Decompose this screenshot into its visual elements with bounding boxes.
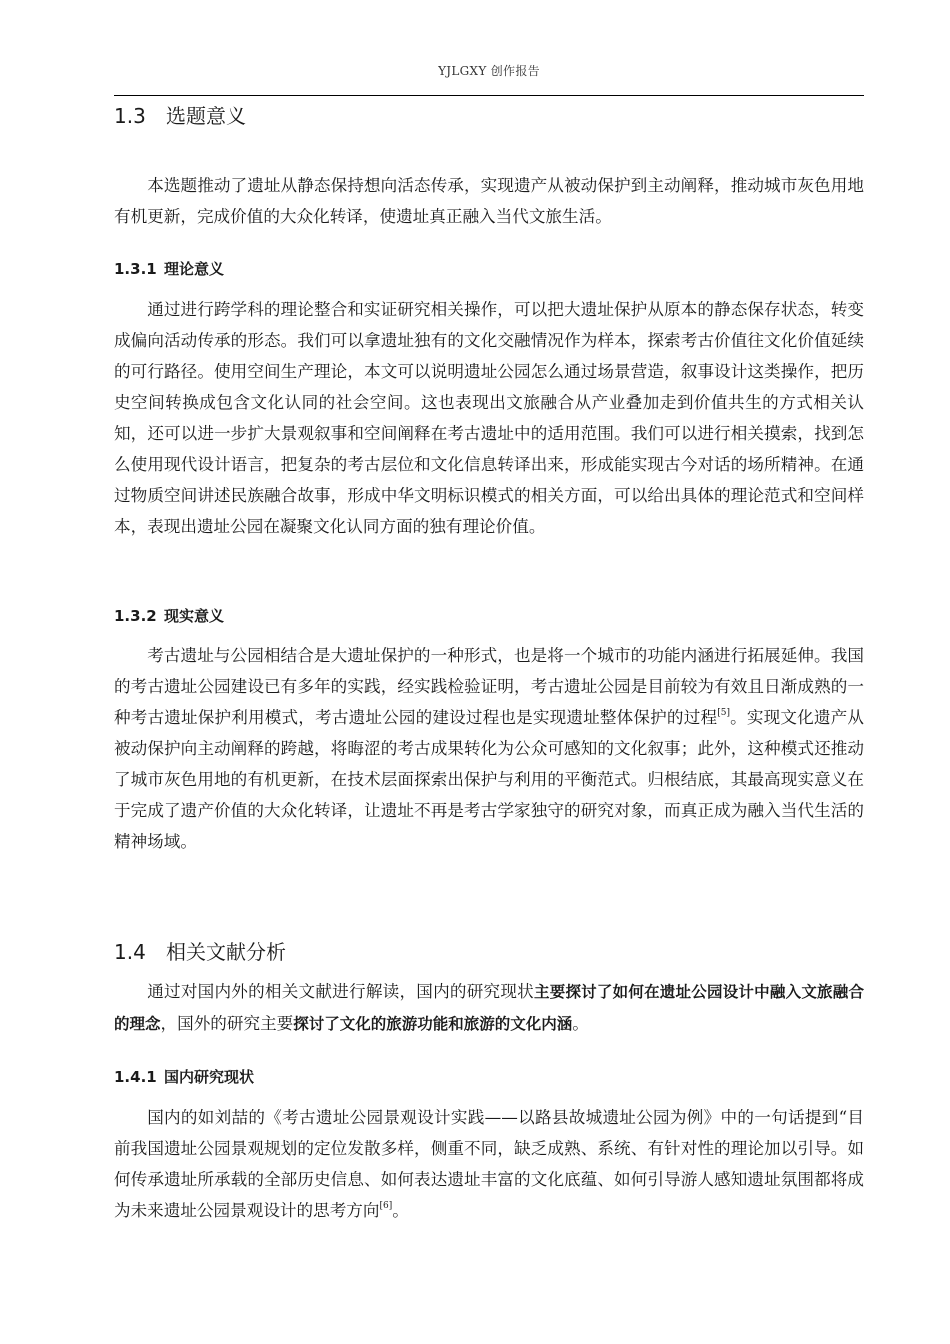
emphasis-text: 探讨了文化的旅游功能和旅游的文化内涵 bbox=[293, 1015, 573, 1033]
section-title: 选题意义 bbox=[166, 104, 246, 128]
header-rule bbox=[114, 95, 864, 96]
paragraph-text: 。 bbox=[392, 1201, 409, 1220]
emphasis-text: 主要探讨了如何在遗址公园设计中融入文旅融合的理念 bbox=[114, 983, 864, 1033]
running-header: YJLGXY 创作报告 bbox=[438, 64, 540, 78]
section-1-3-2-heading bbox=[114, 605, 224, 626]
section-1-4-1-heading bbox=[114, 1066, 254, 1087]
section-title: 相关文献分析 bbox=[166, 940, 286, 964]
section-1-3-2-paragraph bbox=[114, 640, 864, 857]
section-1-3-1-paragraph: 通过进行跨学科的理论整合和实证研究相关操作，可以把大遗址保护从原本的静态保存状态，转变成偏向活动传承的形态。我们可以拿遗址独有的文化交融情况作为样本，探索考古价值往文化价值延续的可行路径。使用空间生产理论，本文可以说明遗址公园怎么通过场景营造，叙事设计这类操作，把历史空间转换成包含文化认同的社会空间。这也表现出文旅融合从产业叠加走到价值共生的方式相关认知，还可以进一步扩大景观叙事和空间阐释在考古遗址中的适用范围。我们可以进行相关摸索，找到怎么使用现代设计语言，把复杂的考古层位和文化信息转译出来，形成能实现古今对话的场所精神。在通过物质空间讲述民族融合故事，形成中华文明标识模式的相关方面，可以给出具体的理论范式和空间样本，表现出遗址公园在凝聚文化认同方面的独有理论价值。 bbox=[114, 300, 864, 536]
citation-ref: [5] bbox=[717, 708, 730, 718]
section-1-4-paragraph bbox=[114, 976, 864, 1040]
paragraph-text: 。 bbox=[572, 1014, 589, 1033]
paragraph-text: 国内的如刘喆的《考古遗址公园景观设计实践——以路县故城遗址公园为例》中的一句话提到“目前我国遗址公园景观规划的定位发散多样，侧重不同，缺乏成熟、系统、有针对性的理论加以引导。如何传承遗址所承载的全部历史信息、如何表达遗址丰富的文化底蕴、如何引导游人感知遗址氛围都将成为未来遗址公园景观设计的思考方向 bbox=[114, 1108, 864, 1220]
section-number: 1.4 bbox=[114, 940, 146, 964]
section-title: 理论意义 bbox=[164, 260, 225, 278]
paragraph-text: 通过对国内外的相关文献进行解读，国内的研究现状 bbox=[147, 982, 534, 1001]
section-title: 国内研究现状 bbox=[164, 1068, 255, 1086]
section-number: 1.4.1 bbox=[114, 1068, 157, 1086]
citation-ref: [6] bbox=[379, 1201, 393, 1211]
section-1-4-1-paragraph bbox=[114, 1102, 864, 1226]
section-number: 1.3.1 bbox=[114, 260, 157, 278]
paragraph-text: 考古遗址与公园相结合是大遗址保护的一种形式，也是将一个城市的功能内涵进行拓展延伸。我国的考古遗址公园建设已有多年的实践，经实践检验证明，考古遗址公园是目前较为有效且日渐成熟的一种考古遗址保护利用模式，考古遗址公园的建设过程也是实现遗址整体保护的过程 bbox=[114, 646, 864, 727]
section-1-4-heading bbox=[114, 936, 286, 965]
paragraph-text: ，国外的研究主要 bbox=[160, 1014, 294, 1033]
section-1-3-1-heading bbox=[114, 258, 224, 279]
section-1-3-paragraph: 本选题推动了遗址从静态保持想向活态传承，实现遗产从被动保护到主动阐释，推动城市灰色用地有机更新，完成价值的大众化转译，使遗址真正融入当代文旅生活。 bbox=[114, 176, 864, 226]
section-number: 1.3.2 bbox=[114, 607, 157, 625]
section-title: 现实意义 bbox=[164, 607, 225, 625]
section-1-3-heading bbox=[114, 100, 246, 129]
paragraph-text: 。实现文化遗产从被动保护向主动阐释的跨越，将晦涩的考古成果转化为公众可感知的文化叙事；此外，这种模式还推动了城市灰色用地的有机更新，在技术层面探索出保护与利用的平衡范式。归根结底，其最高现实意义在于完成了遗产价值的大众化转译，让遗址不再是考古学家独守的研究对象，而真正成为融入当代生活的精神场域。 bbox=[114, 708, 864, 851]
section-number: 1.3 bbox=[114, 104, 146, 128]
